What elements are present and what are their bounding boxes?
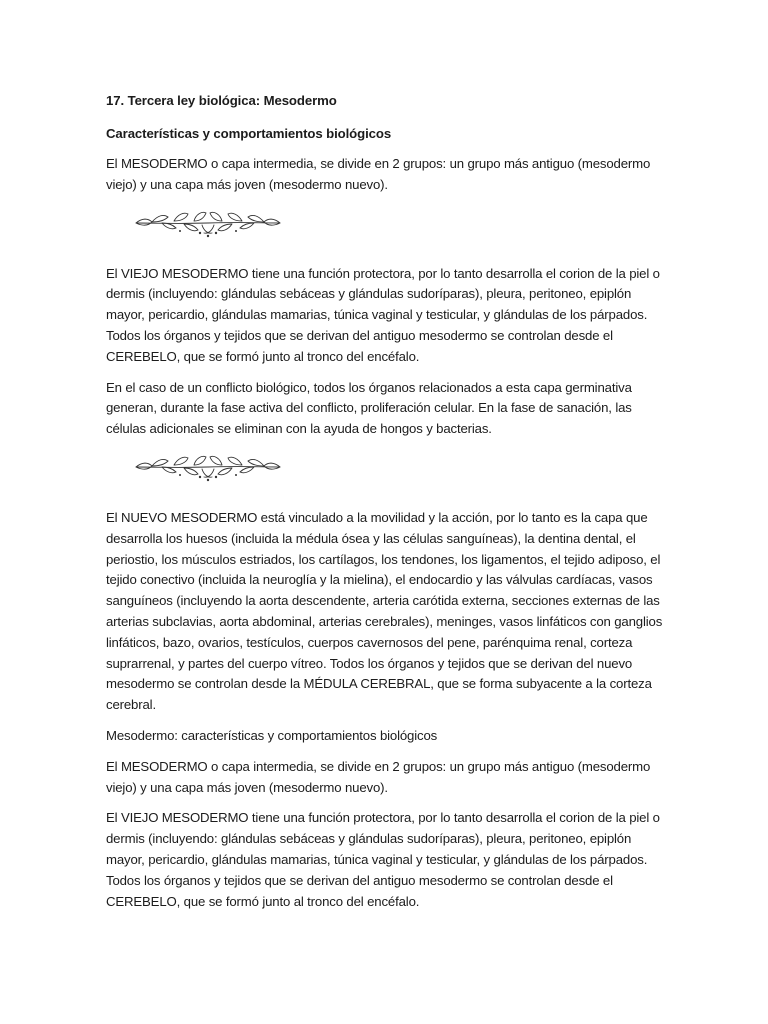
document-title: 17. Tercera ley biológica: Mesodermo — [106, 93, 337, 108]
paragraph-mesodermo-intro: El MESODERMO o capa intermedia, se divide en 2 grupos: un grupo más antiguo (mesodermo viejo) y una capa más joven (mesodermo nuevo). — [106, 156, 651, 192]
paragraph-heading-repeat: Mesodermo: características y comportamientos biológicos — [106, 727, 438, 743]
paragraph-viejo-mesodermo: El VIEJO MESODERMO tiene una función protectora, por lo tanto desarrolla el corion de la piel o dermis (incluyendo: glándulas sebáceas y glándulas sudoríparas), pleura, peritoneo, epiplón mayor, pericardio, glándulas mamarias, túnica vaginal y testicular, y glándulas de los párpados. Todos los órganos y tejidos que se derivan del antiguo mesodermo se controlan desde el CEREBELO, que se formó junto al tronco del encéfalo. — [106, 265, 660, 364]
section-subtitle: Características y comportamientos biológicos — [106, 126, 392, 141]
paragraph-viejo-mesodermo-repeat: El VIEJO MESODERMO tiene una función protectora, por lo tanto desarrolla el corion de la piel o dermis (incluyendo: glándulas sebáceas y glándulas sudoríparas), pleura, peritoneo, epiplón mayor, pericardio, glándulas mamarias, túnica vaginal y testicular, y glándulas de los párpados. Todos los órganos y tejidos que se derivan del antiguo mesodermo se controlan desde el CEREBELO, que se formó junto al tronco del encéfalo. — [106, 810, 660, 909]
paragraph-mesodermo-intro-repeat: El MESODERMO o capa intermedia, se divide en 2 grupos: un grupo más antiguo (mesodermo viejo) y una capa más joven (mesodermo nuevo). — [106, 758, 651, 795]
document-page — [106, 90, 666, 922]
paragraph-conflicto-biologico: En el caso de un conflicto biológico, todos los órganos relacionados a esta capa germinativa generan, durante la fase activa del conflicto, proliferación celular. En la fase de sanación, las células adicionales se eliminan con la ayuda de hongos y bacterias. — [106, 379, 632, 437]
paragraph-nuevo-mesodermo: El NUEVO MESODERMO está vinculado a la movilidad y la acción, por lo tanto es la capa que desarrolla los huesos (incluida la médula ósea y las células sanguíneas), la dentina dental, el periostio, los músculos estriados, los cartílagos, los tendones, los ligamentos, el tejido adiposo, el tejido conectivo (incluida la neuroglía y la mielina), el endocardio y las válvulas cardíacas, vasos sanguíneos (incluyendo la aorta descendente, arteria carótida externa, secciones externas de las arterias subclavias, aorta abdominal, arterias cerebrales), meninges, vasos linfáticos con ganglios linfáticos, bazo, ovarios, testículos, cuerpos cavernosos del pene, parénquima renal, corteza suprarrenal, y partes del cuerpo vítreo. Todos los órganos y tejidos que se derivan del nuevo mesodermo se controlan desde la MÉDULA CEREBRAL, que se forma subyacente a la corteza cerebral. — [106, 509, 663, 713]
floral-divider-icon — [134, 450, 282, 484]
floral-divider-icon — [134, 206, 282, 240]
